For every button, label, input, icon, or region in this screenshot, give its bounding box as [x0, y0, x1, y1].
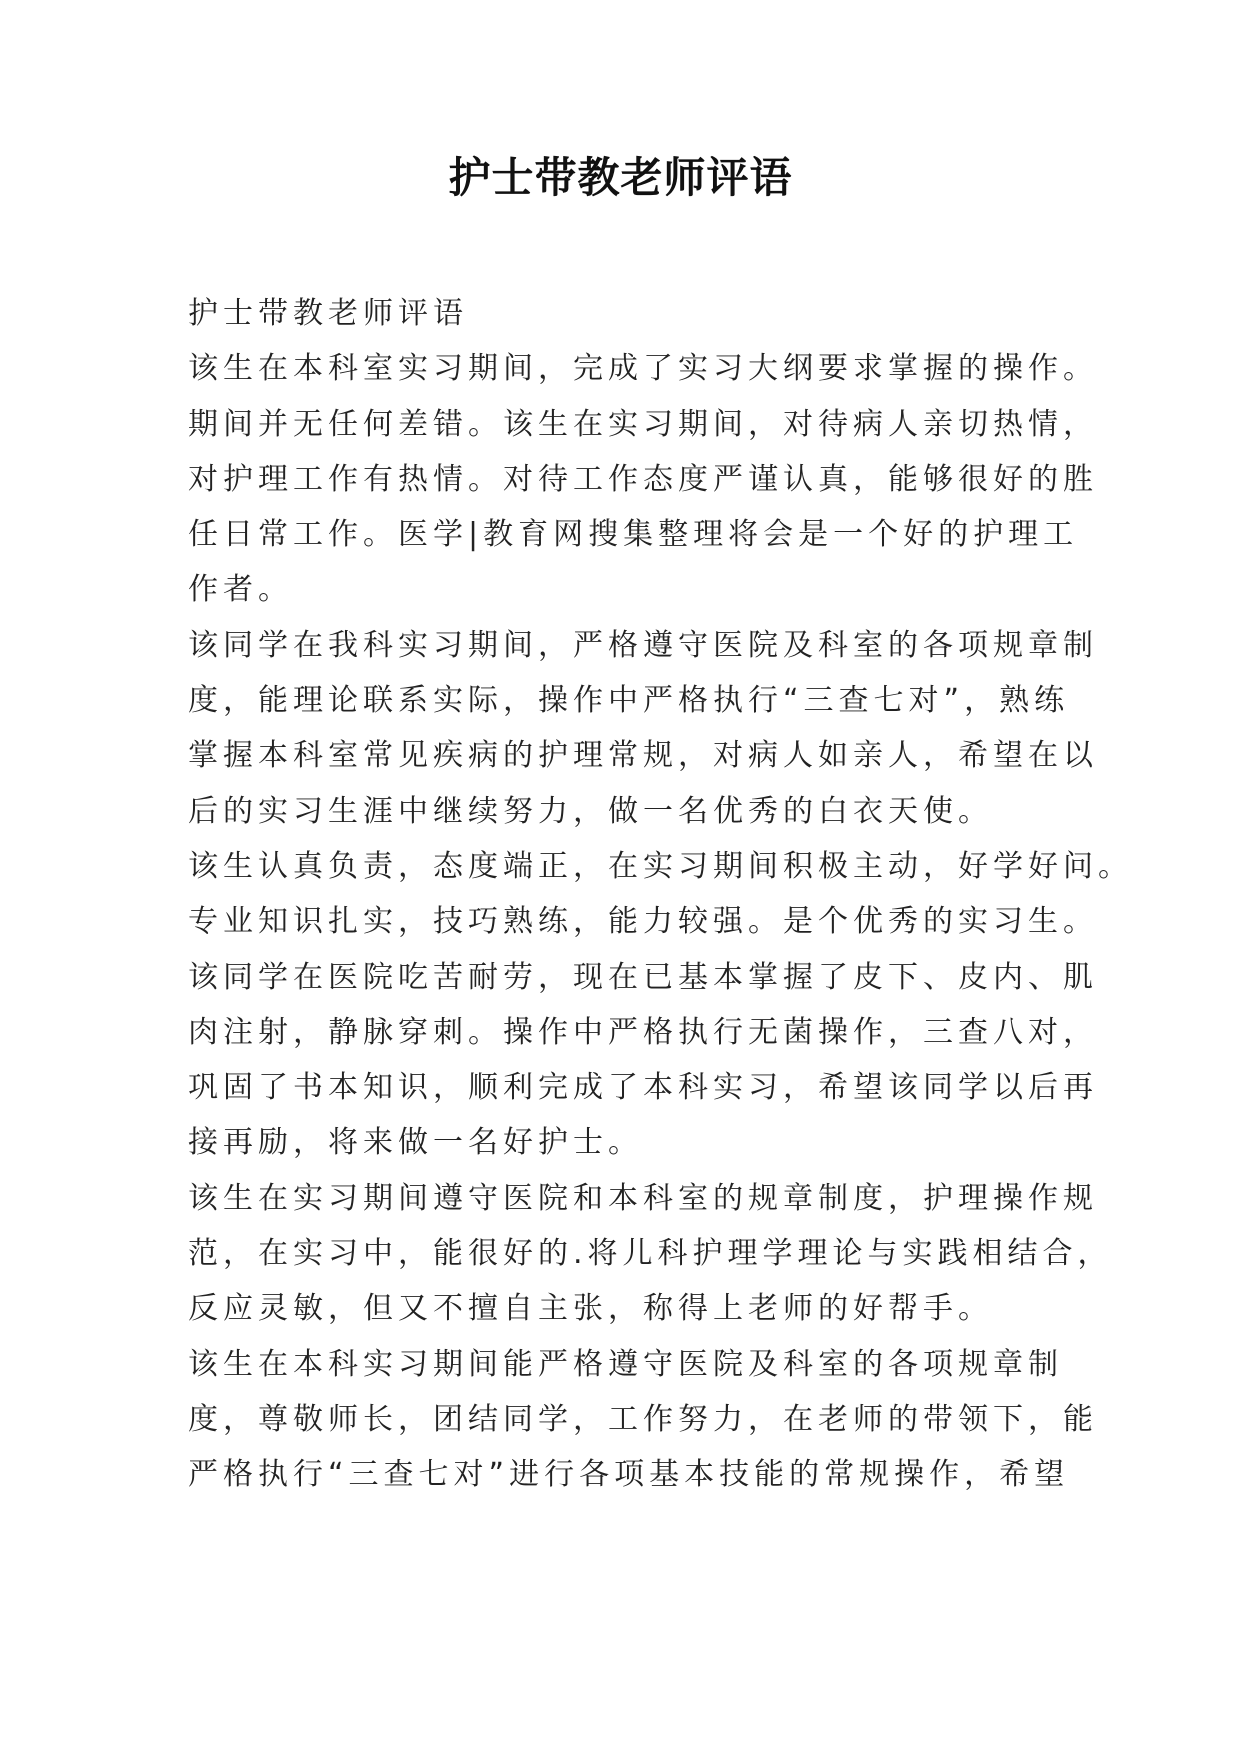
body-line: 该生在实习期间遵守医院和本科室的规章制度，护理操作规 — [188, 1180, 1098, 1216]
body-line: 该生在本科实习期间能严格遵守医院及科室的各项规章制 — [188, 1346, 1063, 1382]
body-line: 肉注射，静脉穿刺。操作中严格执行无菌操作，三查八对， — [188, 1014, 1098, 1050]
body-line: 对护理工作有热情。对待工作态度严谨认真，能够很好的胜 — [188, 461, 1098, 497]
body-line: 专业知识扎实，技巧熟练，能力较强。是个优秀的实习生。 — [188, 904, 1098, 940]
body-line: 巩固了书本知识，顺利完成了本科实习，希望该同学以后再 — [188, 1070, 1098, 1106]
body-line: 严格执行“三查七对”进行各项基本技能的常规操作，希望 — [188, 1457, 1070, 1493]
body-line: 该同学在我科实习期间，严格遵守医院及科室的各项规章制 — [188, 627, 1098, 663]
body-line: 掌握本科室常见疾病的护理常规，对病人如亲人，希望在以 — [188, 738, 1098, 774]
body-line: 度，能理论联系实际，操作中严格执行“三查七对”，熟练 — [188, 683, 1070, 719]
body-line: 护士带教老师评语 — [188, 296, 468, 331]
body-line: 反应灵敏，但又不擅自主张，称得上老师的好帮手。 — [188, 1291, 993, 1327]
page-title: 护士带教老师评语 — [448, 153, 793, 202]
document-body — [188, 286, 1133, 1503]
body-line: 任日常工作。医学|教育网搜集整理将会是一个好的护理工 — [188, 517, 1079, 553]
body-line: 该同学在医院吃苦耐劳，现在已基本掌握了皮下、皮内、肌 — [188, 959, 1098, 995]
body-line: 度，尊敬师长，团结同学，工作努力，在老师的带领下，能 — [188, 1401, 1098, 1437]
body-line: 接再励，将来做一名好护士。 — [188, 1125, 643, 1161]
body-line: 后的实习生涯中继续努力，做一名优秀的白衣天使。 — [188, 793, 993, 829]
body-line: 范，在实习中，能很好的.将儿科护理学理论与实践相结合， — [188, 1236, 1113, 1272]
body-line: 该生认真负责，态度端正，在实习期间积极主动，好学好问。 — [188, 848, 1133, 884]
body-line: 作者。 — [188, 572, 293, 608]
body-line: 该生在本科室实习期间，完成了实习大纲要求掌握的操作。 — [188, 351, 1098, 387]
body-line: 期间并无任何差错。该生在实习期间，对待病人亲切热情， — [188, 406, 1098, 442]
